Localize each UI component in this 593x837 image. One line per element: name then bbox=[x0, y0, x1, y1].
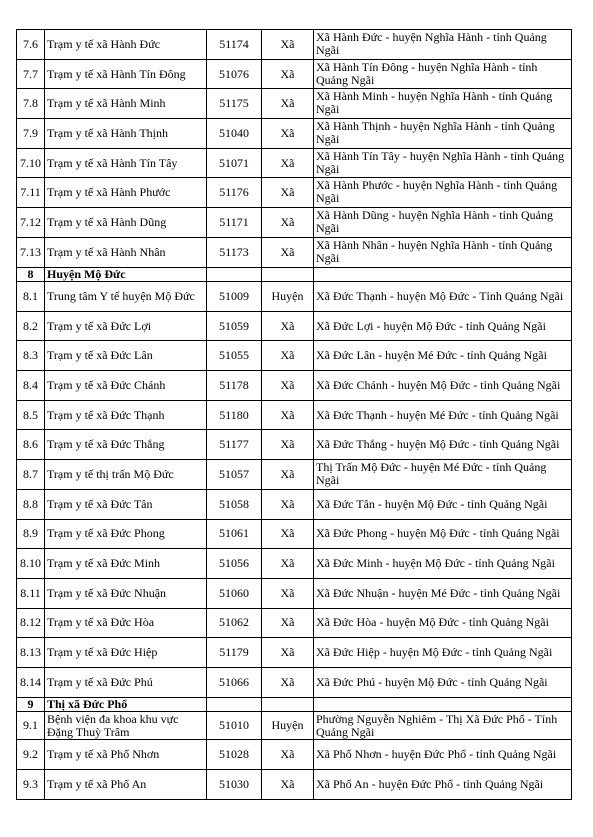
facility-name: Trung tâm Y tế huyện Mộ Đức bbox=[45, 282, 207, 312]
row-number: 8.1 bbox=[17, 282, 45, 312]
facility-name: Trạm y tế xã Đức Hiệp bbox=[45, 638, 207, 668]
facility-table bbox=[16, 29, 572, 800]
facility-level: Xã bbox=[262, 740, 314, 770]
facility-level: Xã bbox=[262, 400, 314, 430]
empty-address-cell bbox=[314, 697, 572, 712]
facility-code: 51175 bbox=[207, 89, 262, 119]
row-number: 8.8 bbox=[17, 489, 45, 519]
facility-address: Xã Hành Tín Tây - huyện Nghĩa Hành - tỉnh Quảng Ngãi bbox=[314, 148, 572, 178]
row-number: 7.7 bbox=[17, 59, 45, 89]
facility-level: Xã bbox=[262, 667, 314, 697]
table-row bbox=[17, 178, 572, 208]
facility-code: 51176 bbox=[207, 178, 262, 208]
table-row bbox=[17, 59, 572, 89]
facility-address: Xã Hành Dũng - huyện Nghĩa Hành - tỉnh Quảng Ngãi bbox=[314, 208, 572, 238]
facility-level: Xã bbox=[262, 341, 314, 371]
facility-code: 51173 bbox=[207, 237, 262, 267]
table-row bbox=[17, 489, 572, 519]
row-number: 8.3 bbox=[17, 341, 45, 371]
row-number: 8.6 bbox=[17, 430, 45, 460]
facility-address: Xã Hành Thịnh - huyện Nghĩa Hành - tỉnh Quảng Ngãi bbox=[314, 119, 572, 149]
facility-address: Xã Phổ Nhơn - huyện Đức Phổ - tỉnh Quảng Ngãi bbox=[314, 740, 572, 770]
facility-address: Xã Đức Lân - huyện Mé Đức - tỉnh Quảng Ngãi bbox=[314, 341, 572, 371]
facility-address: Xã Đức Hiệp - huyện Mộ Đức - tỉnh Quảng Ngãi bbox=[314, 638, 572, 668]
facility-level: Xã bbox=[262, 311, 314, 341]
facility-code: 51009 bbox=[207, 282, 262, 312]
table-row bbox=[17, 638, 572, 668]
facility-address: Xã Đức Phú - huyện Mộ Đức - tỉnh Quảng Ngãi bbox=[314, 667, 572, 697]
facility-name: Trạm y tế xã Hành Phước bbox=[45, 178, 207, 208]
facility-address: Xã Đức Thạnh - huyện Mộ Đức - Tỉnh Quảng Ngãi bbox=[314, 282, 572, 312]
facility-address: Xã Hành Nhân - huyện Nghĩa Hành - tỉnh Quảng Ngãi bbox=[314, 237, 572, 267]
facility-name: Trạm y tế xã Đức Chánh bbox=[45, 371, 207, 401]
facility-level: Xã bbox=[262, 519, 314, 549]
table-row bbox=[17, 608, 572, 638]
facility-name: Trạm y tế xã Hành Tín Đông bbox=[45, 59, 207, 89]
table-row bbox=[17, 208, 572, 238]
facility-code: 51071 bbox=[207, 148, 262, 178]
section-title: Huyện Mộ Đức bbox=[45, 267, 207, 282]
row-number: 7.13 bbox=[17, 237, 45, 267]
facility-name: Trạm y tế xã Đức Thắng bbox=[45, 430, 207, 460]
facility-code: 51061 bbox=[207, 519, 262, 549]
row-number: 7.9 bbox=[17, 119, 45, 149]
facility-name: Bệnh viện đa khoa khu vực Đặng Thuỳ Trâm bbox=[45, 712, 207, 740]
facility-name: Trạm y tế xã Hành Minh bbox=[45, 89, 207, 119]
table-row bbox=[17, 371, 572, 401]
facility-name: Trạm y tế xã Đức Phong bbox=[45, 519, 207, 549]
facility-code: 51030 bbox=[207, 769, 262, 799]
empty-type-cell bbox=[262, 267, 314, 282]
facility-code: 51177 bbox=[207, 430, 262, 460]
table-row bbox=[17, 712, 572, 740]
table-row bbox=[17, 282, 572, 312]
facility-level: Xã bbox=[262, 371, 314, 401]
table-row bbox=[17, 311, 572, 341]
facility-code: 51062 bbox=[207, 608, 262, 638]
row-number: 8.4 bbox=[17, 371, 45, 401]
row-number: 9.2 bbox=[17, 740, 45, 770]
row-number: 8.2 bbox=[17, 311, 45, 341]
table-row bbox=[17, 667, 572, 697]
facility-level: Xã bbox=[262, 178, 314, 208]
row-number: 7.8 bbox=[17, 89, 45, 119]
row-number: 7.10 bbox=[17, 148, 45, 178]
table-row bbox=[17, 237, 572, 267]
table-row bbox=[17, 341, 572, 371]
empty-type-cell bbox=[262, 697, 314, 712]
empty-code-cell bbox=[207, 267, 262, 282]
facility-code: 51059 bbox=[207, 311, 262, 341]
row-number: 8.10 bbox=[17, 549, 45, 579]
facility-address: Xã Đức Hòa - huyện Mộ Đức - tỉnh Quảng Ngãi bbox=[314, 608, 572, 638]
facility-address: Xã Đức Tân - huyện Mộ Đức - tỉnh Quảng Ngãi bbox=[314, 489, 572, 519]
row-number: 9.3 bbox=[17, 769, 45, 799]
row-number: 8.13 bbox=[17, 638, 45, 668]
facility-code: 51179 bbox=[207, 638, 262, 668]
facility-name: Trạm y tế xã Đức Tân bbox=[45, 489, 207, 519]
facility-name: Trạm y tế xã Đức Nhuận bbox=[45, 578, 207, 608]
facility-code: 51171 bbox=[207, 208, 262, 238]
facility-code: 51056 bbox=[207, 549, 262, 579]
section-row bbox=[17, 697, 572, 712]
empty-code-cell bbox=[207, 697, 262, 712]
facility-address: Xã Đức Thắng - huyện Mộ Đức - tỉnh Quảng Ngãi bbox=[314, 430, 572, 460]
table-row bbox=[17, 519, 572, 549]
facility-name: Trạm y tế xã Hành Nhân bbox=[45, 237, 207, 267]
facility-name: Trạm y tế xã Đức Thạnh bbox=[45, 400, 207, 430]
facility-name: Trạm y tế xã Hành Tín Tây bbox=[45, 148, 207, 178]
table-row bbox=[17, 740, 572, 770]
facility-level: Xã bbox=[262, 59, 314, 89]
facility-address: Xã Đức Chánh - huyện Mộ Đức - tỉnh Quảng Ngãi bbox=[314, 371, 572, 401]
row-number: 8.7 bbox=[17, 460, 45, 490]
row-number: 8.11 bbox=[17, 578, 45, 608]
table-row bbox=[17, 430, 572, 460]
row-number: 7.6 bbox=[17, 30, 45, 60]
facility-level: Xã bbox=[262, 119, 314, 149]
facility-address: Xã Đức Minh - huyện Mộ Đức - tỉnh Quảng Ngãi bbox=[314, 549, 572, 579]
facility-table-body bbox=[17, 30, 572, 800]
table-row bbox=[17, 769, 572, 799]
facility-level: Xã bbox=[262, 489, 314, 519]
facility-name: Trạm y tế thị trấn Mộ Đức bbox=[45, 460, 207, 490]
row-number: 7.11 bbox=[17, 178, 45, 208]
facility-code: 51058 bbox=[207, 489, 262, 519]
facility-level: Xã bbox=[262, 208, 314, 238]
table-row bbox=[17, 30, 572, 60]
table-row bbox=[17, 148, 572, 178]
facility-address: Xã Hành Minh - huyện Nghĩa Hành - tỉnh Quảng Ngãi bbox=[314, 89, 572, 119]
facility-code: 51055 bbox=[207, 341, 262, 371]
facility-code: 51076 bbox=[207, 59, 262, 89]
facility-level: Huyện bbox=[262, 282, 314, 312]
row-number: 8.9 bbox=[17, 519, 45, 549]
facility-address: Xã Phổ An - huyện Đức Phổ - tỉnh Quảng Ngãi bbox=[314, 769, 572, 799]
facility-level: Xã bbox=[262, 460, 314, 490]
facility-name: Trạm y tế xã Hành Dũng bbox=[45, 208, 207, 238]
facility-name: Trạm y tế xã Phổ Nhơn bbox=[45, 740, 207, 770]
section-row bbox=[17, 267, 572, 282]
facility-level: Xã bbox=[262, 608, 314, 638]
table-row bbox=[17, 119, 572, 149]
facility-name: Trạm y tế xã Đức Minh bbox=[45, 549, 207, 579]
facility-name: Trạm y tế xã Đức Lân bbox=[45, 341, 207, 371]
facility-name: Trạm y tế xã Hành Đức bbox=[45, 30, 207, 60]
facility-code: 51057 bbox=[207, 460, 262, 490]
facility-address: Thị Trấn Mộ Đức - huyện Mé Đức - tỉnh Quảng Ngãi bbox=[314, 460, 572, 490]
facility-code: 51066 bbox=[207, 667, 262, 697]
facility-code: 51180 bbox=[207, 400, 262, 430]
facility-address: Phường Nguyễn Nghiêm - Thị Xã Đức Phổ - Tỉnh Quảng Ngãi bbox=[314, 712, 572, 740]
facility-address: Xã Hành Phước - huyện Nghĩa Hành - tỉnh Quảng Ngãi bbox=[314, 178, 572, 208]
facility-address: Xã Đức Phong - huyện Mộ Đức - tỉnh Quảng Ngãi bbox=[314, 519, 572, 549]
facility-code: 51178 bbox=[207, 371, 262, 401]
facility-code: 51010 bbox=[207, 712, 262, 740]
table-row bbox=[17, 549, 572, 579]
facility-name: Trạm y tế xã Đức Phú bbox=[45, 667, 207, 697]
facility-level: Xã bbox=[262, 430, 314, 460]
facility-address: Xã Hành Đức - huyện Nghĩa Hành - tỉnh Quảng Ngãi bbox=[314, 30, 572, 60]
table-row bbox=[17, 400, 572, 430]
row-number: 9.1 bbox=[17, 712, 45, 740]
facility-code: 51028 bbox=[207, 740, 262, 770]
section-title: Thị xã Đức Phổ bbox=[45, 697, 207, 712]
facility-name: Trạm y tế xã Hành Thịnh bbox=[45, 119, 207, 149]
table-row bbox=[17, 460, 572, 490]
row-number: 7.12 bbox=[17, 208, 45, 238]
section-number: 9 bbox=[17, 697, 45, 712]
facility-name: Trạm y tế xã Đức Hòa bbox=[45, 608, 207, 638]
facility-level: Xã bbox=[262, 549, 314, 579]
facility-level: Xã bbox=[262, 30, 314, 60]
facility-code: 51174 bbox=[207, 30, 262, 60]
empty-address-cell bbox=[314, 267, 572, 282]
facility-level: Xã bbox=[262, 148, 314, 178]
section-number: 8 bbox=[17, 267, 45, 282]
row-number: 8.14 bbox=[17, 667, 45, 697]
row-number: 8.5 bbox=[17, 400, 45, 430]
facility-address: Xã Đức Nhuận - huyện Mé Đức - tỉnh Quảng Ngãi bbox=[314, 578, 572, 608]
table-row bbox=[17, 578, 572, 608]
facility-name: Trạm y tế xã Phổ An bbox=[45, 769, 207, 799]
facility-level: Huyện bbox=[262, 712, 314, 740]
facility-address: Xã Đức Lợi - huyện Mộ Đức - tỉnh Quảng Ngãi bbox=[314, 311, 572, 341]
facility-level: Xã bbox=[262, 578, 314, 608]
facility-address: Xã Đức Thạnh - huyện Mé Đức - tỉnh Quảng Ngãi bbox=[314, 400, 572, 430]
facility-level: Xã bbox=[262, 638, 314, 668]
facility-address: Xã Hành Tín Đông - huyện Nghĩa Hành - tỉnh Quảng Ngãi bbox=[314, 59, 572, 89]
facility-name: Trạm y tế xã Đức Lợi bbox=[45, 311, 207, 341]
facility-code: 51060 bbox=[207, 578, 262, 608]
row-number: 8.12 bbox=[17, 608, 45, 638]
facility-level: Xã bbox=[262, 769, 314, 799]
facility-level: Xã bbox=[262, 89, 314, 119]
table-row bbox=[17, 89, 572, 119]
facility-code: 51040 bbox=[207, 119, 262, 149]
facility-level: Xã bbox=[262, 237, 314, 267]
